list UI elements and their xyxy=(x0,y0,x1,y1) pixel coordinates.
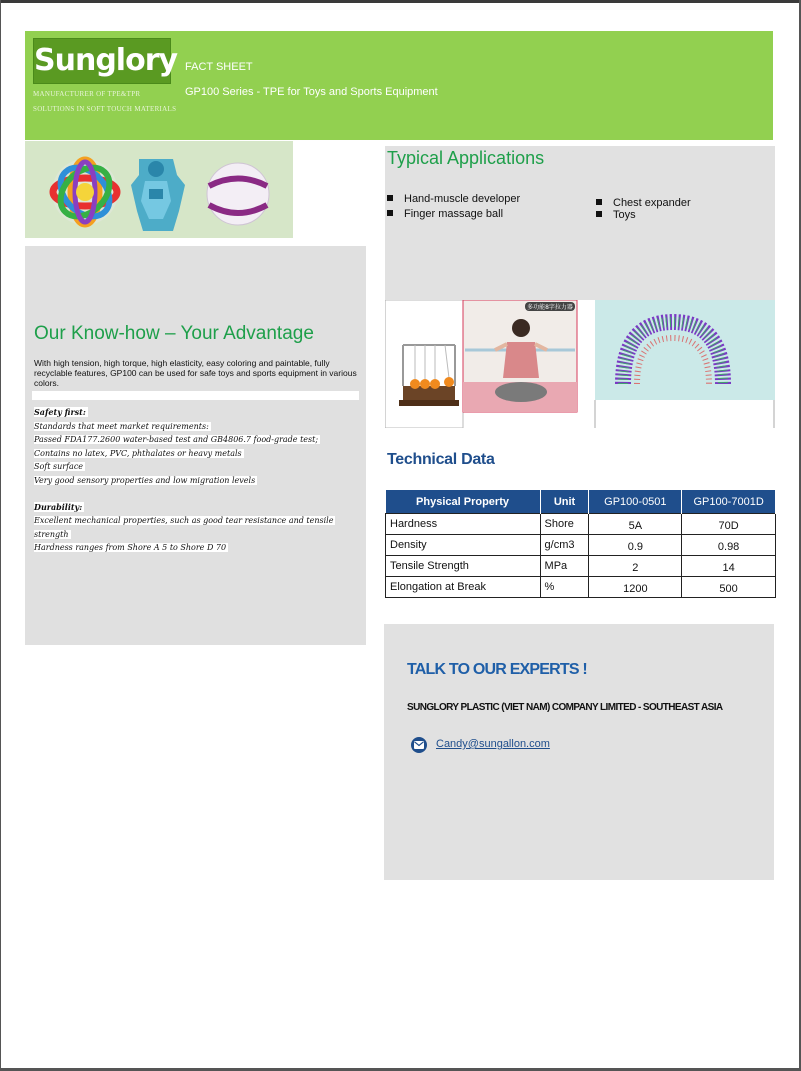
knowhow-intro: With high tension, high torque, high elasticity, easy coloring and paintable, fully recyclable features, GP100 can be used for safe toys and sports equipment in various colors. xyxy=(32,358,362,390)
table-row xyxy=(386,577,776,598)
list-item: Soft surface xyxy=(34,462,84,472)
unit-cell: Shore xyxy=(540,514,589,535)
list-item: Hardness ranges from Shore A 5 to Shore D 70 xyxy=(34,543,227,553)
page-border-top xyxy=(0,0,801,3)
table-header-row xyxy=(386,490,776,514)
logo-tagline-2: SOLUTIONS IN SOFT TOUCH MATERIALS xyxy=(33,105,177,113)
technical-data-title: Technical Data xyxy=(387,451,495,468)
table-row xyxy=(386,556,776,577)
table-row xyxy=(386,535,776,556)
knowhow-panel xyxy=(25,246,366,645)
technical-data-table xyxy=(385,490,776,598)
striped-ball-image xyxy=(207,163,269,225)
list-item: Very good sensory properties and low migration levels xyxy=(34,475,256,485)
applications-panel xyxy=(385,146,775,300)
unit-cell: MPa xyxy=(540,556,589,577)
value-cell: 0.98 xyxy=(682,535,776,556)
company-name: SUNGLORY PLASTIC (VIET NAM) COMPANY LIMITED - SOUTHEAST ASIA xyxy=(407,702,723,713)
property-cell: Tensile Strength xyxy=(386,556,541,577)
application-item: Toys xyxy=(596,209,636,221)
unit-cell: % xyxy=(540,577,589,598)
application-image-strip xyxy=(385,300,775,428)
bullet-square-icon xyxy=(596,199,602,205)
application-item: Finger massage ball xyxy=(387,208,503,220)
value-cell: 0.9 xyxy=(589,535,682,556)
document-type: FACT SHEET xyxy=(185,61,253,73)
divider-bar xyxy=(32,391,359,400)
list-item: strength xyxy=(34,529,69,539)
image-caption: 多功能8字拉力器 xyxy=(527,304,573,311)
bullet-square-icon xyxy=(387,195,393,201)
application-photos xyxy=(385,300,775,428)
logo-tagline-1: MANUFACTURER OF TPE&TPR xyxy=(33,90,141,98)
application-item: Hand-muscle developer xyxy=(387,193,520,205)
page-border-left xyxy=(0,0,1,1071)
product-image-strip xyxy=(25,141,293,238)
value-cell: 5A xyxy=(589,514,682,535)
contact-panel xyxy=(384,624,774,880)
logo-wordmark: Sunglory xyxy=(34,43,178,78)
value-cell: 500 xyxy=(682,577,776,598)
woven-ball-image xyxy=(51,158,119,226)
contact-title: TALK TO OUR EXPERTS ! xyxy=(407,661,587,678)
bullet-square-icon xyxy=(596,211,602,217)
company-logo xyxy=(33,38,178,84)
list-item: Contains no latex, PVC, phthalates or heavy metals xyxy=(34,448,242,458)
column-header: Physical Property xyxy=(386,490,541,514)
property-cell: Elongation at Break xyxy=(386,577,541,598)
column-header: GP100-7001D xyxy=(682,490,776,514)
value-cell: 70D xyxy=(682,514,776,535)
unit-cell: g/cm3 xyxy=(540,535,589,556)
knowhow-feature-list xyxy=(34,406,364,555)
column-header: GP100-0501 xyxy=(589,490,682,514)
application-item: Chest expander xyxy=(596,197,691,209)
email-link[interactable]: Candy@sungallon.com xyxy=(436,738,550,750)
column-header: Unit xyxy=(540,490,589,514)
product-photos xyxy=(25,141,293,238)
document-subtitle: GP100 Series - TPE for Toys and Sports Equipment xyxy=(185,86,438,98)
chest-expander-image xyxy=(463,300,577,412)
mail-icon xyxy=(411,737,427,753)
applications-title: Typical Applications xyxy=(387,148,545,168)
property-cell: Density xyxy=(386,535,541,556)
value-cell: 2 xyxy=(589,556,682,577)
value-cell: 1200 xyxy=(589,577,682,598)
durability-heading: Durability: xyxy=(34,501,83,512)
safety-heading: Safety first: xyxy=(34,407,86,417)
list-item: Standards that meet market requirements: xyxy=(34,421,209,431)
list-item: Passed FDA177.2600 water-based test and GB4806.7 food-grade test; xyxy=(34,435,319,445)
list-item: Excellent mechanical properties, such as good tear resistance and tensile xyxy=(34,516,334,526)
table-row xyxy=(386,514,776,535)
bullet-square-icon xyxy=(387,210,393,216)
value-cell: 14 xyxy=(682,556,776,577)
newtons-cradle-image xyxy=(385,300,463,428)
property-cell: Hardness xyxy=(386,514,541,535)
knowhow-title: Our Know-how – Your Advantage xyxy=(34,323,314,344)
header-banner xyxy=(25,31,773,140)
toy-figure-image xyxy=(131,159,185,231)
